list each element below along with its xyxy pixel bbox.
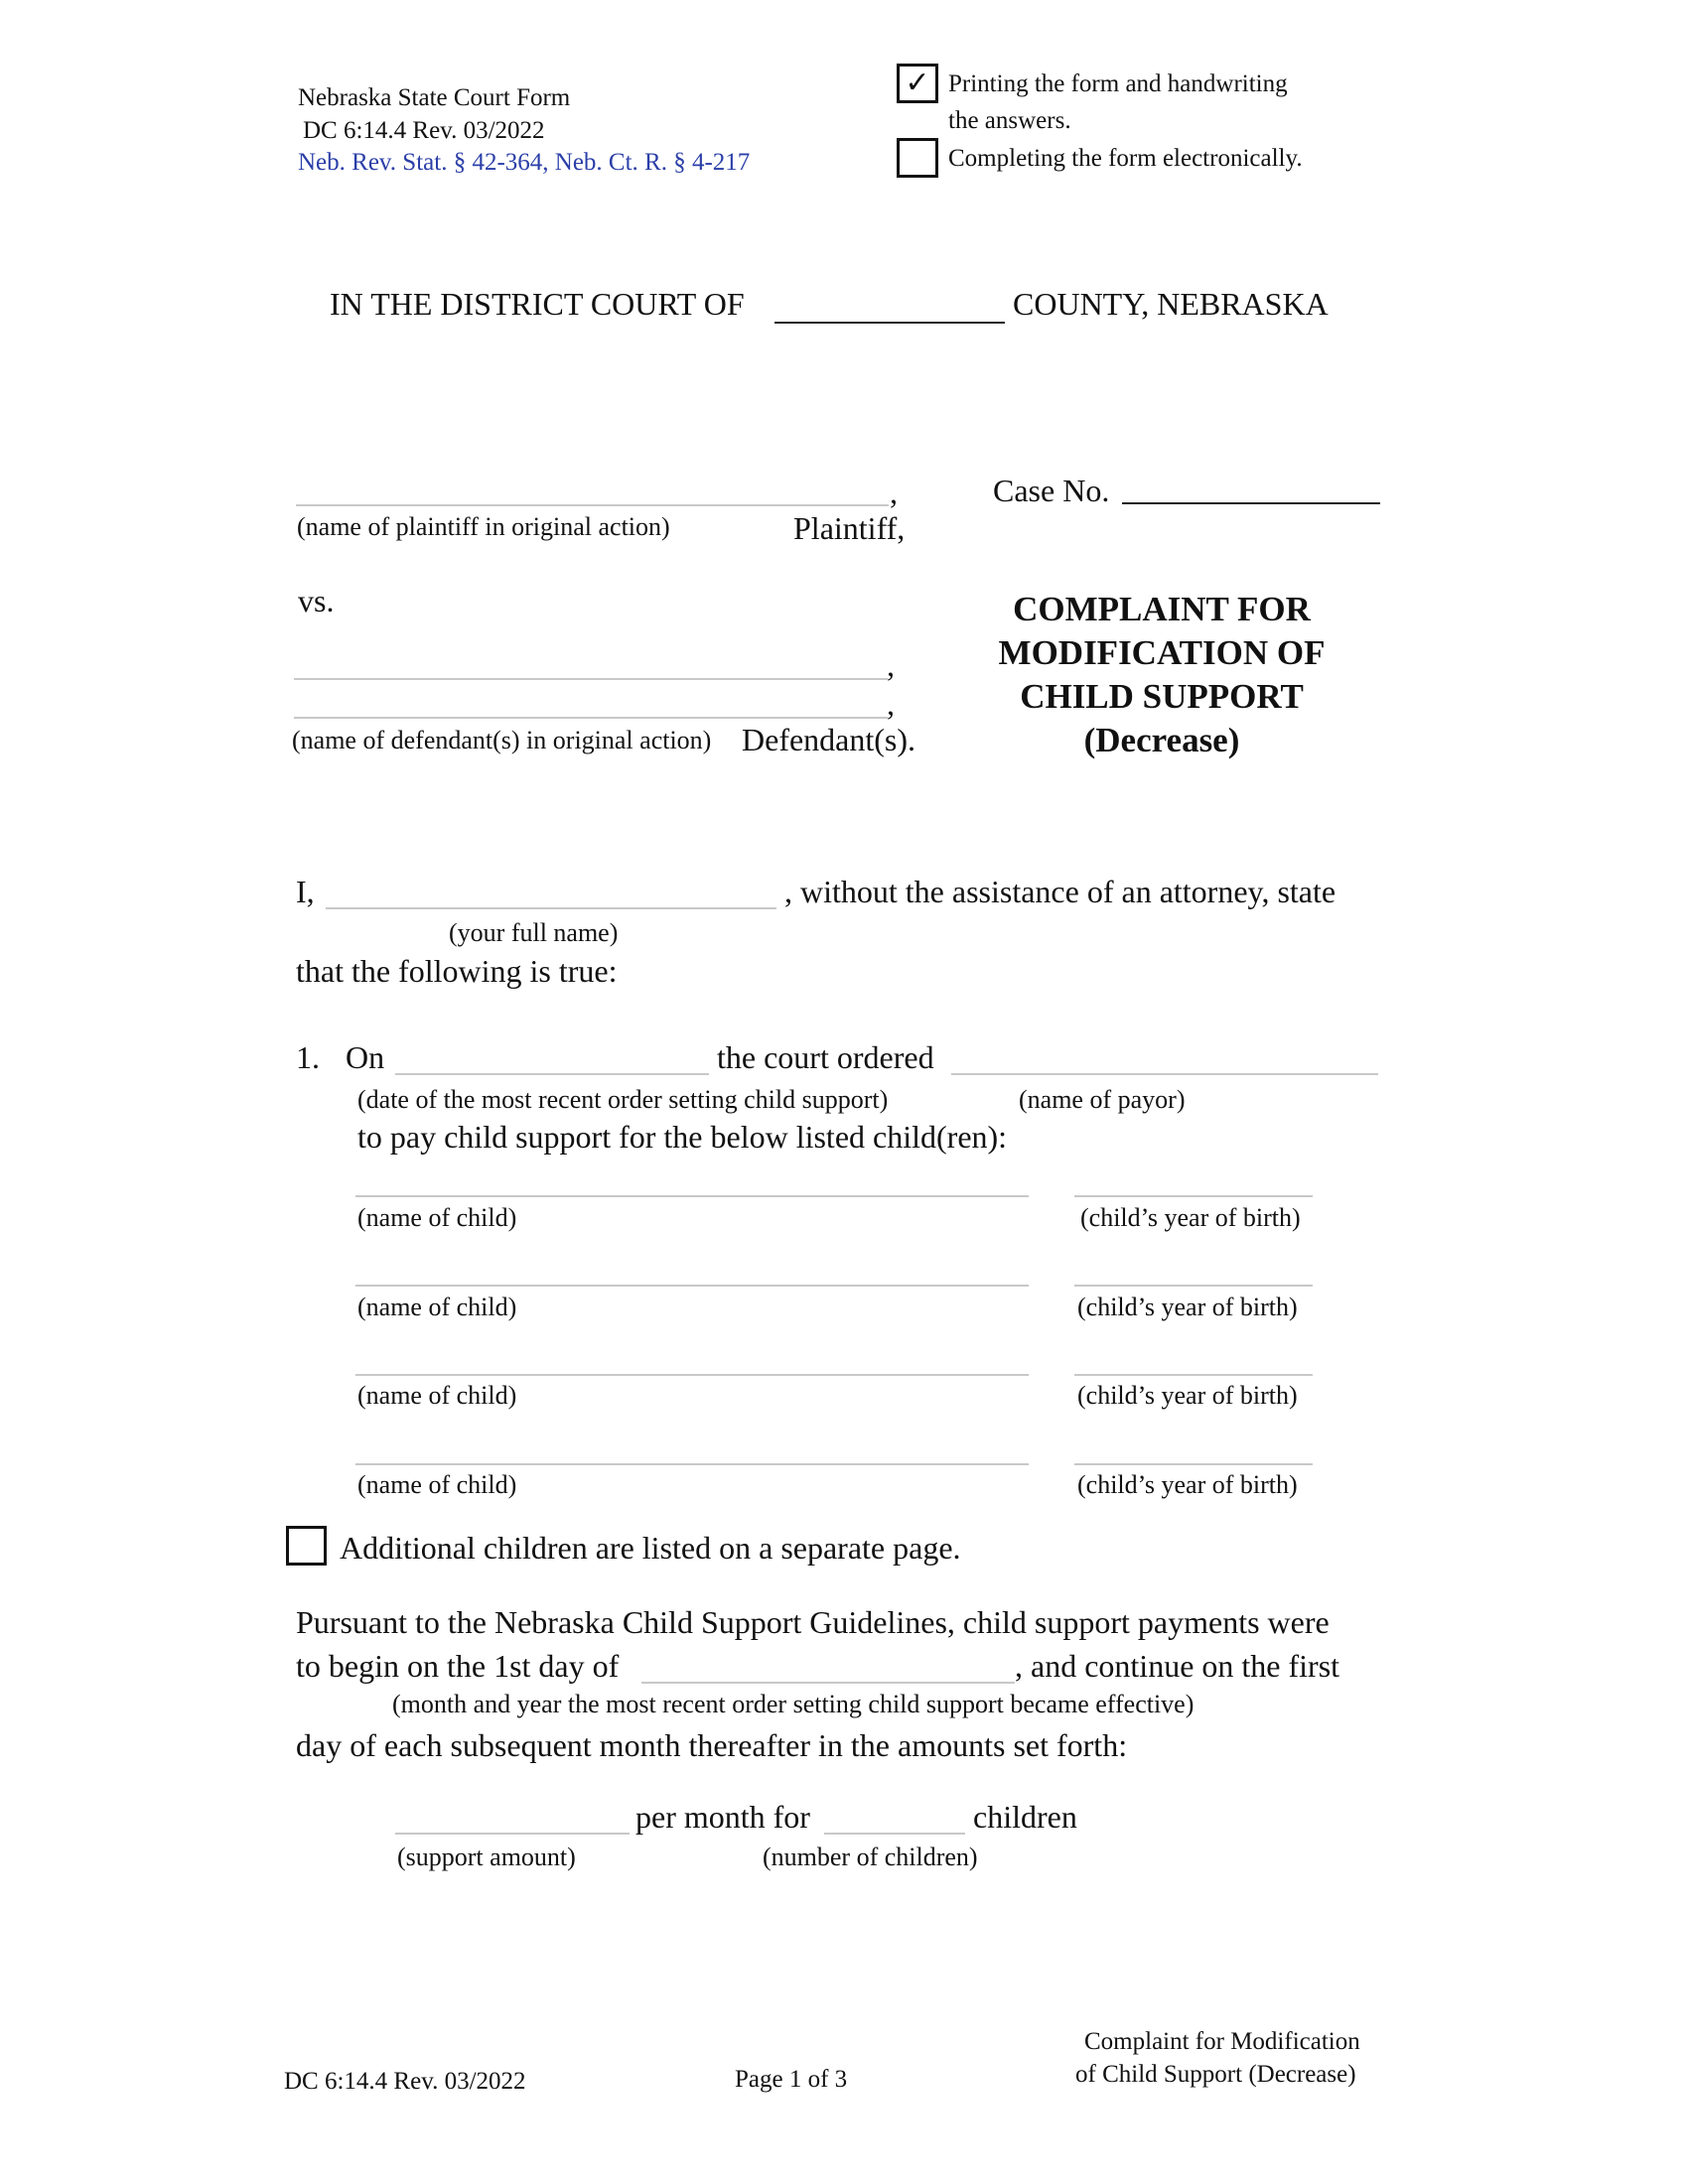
order-date-field[interactable] <box>395 1073 709 1075</box>
document-title <box>953 588 1370 762</box>
court-suffix: COUNTY, NEBRASKA <box>1013 286 1329 322</box>
footer-form-revision: DC 6:14.4 Rev. 03/2022 <box>284 2068 526 2095</box>
additional-children-checkbox[interactable] <box>286 1526 327 1566</box>
defendant-label: Defendant(s). <box>742 722 916 757</box>
children-label: children <box>973 1799 1077 1835</box>
support-amount-field[interactable] <box>395 1833 630 1835</box>
plaintiff-label: Plaintiff, <box>793 510 906 546</box>
defendant-2-name-field[interactable] <box>294 717 888 719</box>
child-2-year-field[interactable] <box>1074 1285 1313 1287</box>
child-4-year-field[interactable] <box>1074 1463 1313 1465</box>
order-date-hint: (date of the most recent order setting child support) <box>357 1085 889 1114</box>
child-2-name-hint: (name of child) <box>357 1293 517 1321</box>
plaintiff-name-field[interactable] <box>296 504 889 506</box>
electronic-checkbox[interactable] <box>897 138 938 178</box>
item-1-court-ordered: the court ordered <box>717 1039 934 1075</box>
number-of-children-field[interactable] <box>824 1833 965 1835</box>
defendant-hint: (name of defendant(s) in original action) <box>292 726 712 754</box>
title-line-1: COMPLAINT FOR <box>1013 590 1311 628</box>
item-1-number: 1. <box>296 1039 320 1075</box>
payor-hint: (name of payor) <box>1019 1085 1186 1114</box>
plaintiff-comma: , <box>890 475 898 510</box>
number-of-children-hint: (number of children) <box>763 1843 978 1871</box>
child-4-year-hint: (child’s year of birth) <box>1077 1470 1298 1499</box>
intro-line-2: that the following is true: <box>296 953 618 989</box>
title-line-3: CHILD SUPPORT <box>1020 677 1304 716</box>
full-name-field[interactable] <box>326 907 776 909</box>
child-3-year-field[interactable] <box>1074 1374 1313 1376</box>
footer-page-number: Page 1 of 3 <box>735 2066 848 2093</box>
form-revision: DC 6:14.4 Rev. 03/2022 <box>303 117 545 144</box>
printing-option-label-cont: the answers. <box>948 107 1071 134</box>
item-1-pay-text: to pay child support for the below listed child(ren): <box>357 1119 1008 1155</box>
defendant-1-comma: , <box>887 647 895 683</box>
statute-reference: Neb. Rev. Stat. § 42-364, Neb. Ct. R. § 4-217 <box>298 149 751 176</box>
title-line-4: (Decrease) <box>1083 721 1240 759</box>
versus-label: vs. <box>298 583 335 618</box>
guidelines-line-3: day of each subsequent month thereafter in the amounts set forth: <box>296 1727 1128 1763</box>
per-month-for-label: per month for <box>635 1799 810 1835</box>
child-2-year-hint: (child’s year of birth) <box>1077 1293 1298 1321</box>
defendant-1-name-field[interactable] <box>294 678 888 680</box>
electronic-option-label: Completing the form electronically. <box>948 145 1303 172</box>
intro-i: I, <box>296 874 315 909</box>
child-1-year-hint: (child’s year of birth) <box>1080 1203 1301 1232</box>
child-4-name-field[interactable] <box>355 1463 1029 1465</box>
plaintiff-hint: (name of plaintiff in original action) <box>297 512 670 541</box>
printing-checkbox[interactable]: ✓ <box>897 64 938 103</box>
case-no-label: Case No. <box>993 473 1110 508</box>
court-prefix: IN THE DISTRICT COURT OF <box>330 286 745 322</box>
footer-title-line-2: of Child Support (Decrease) <box>1075 2061 1356 2088</box>
support-amount-hint: (support amount) <box>397 1843 576 1871</box>
guidelines-line-2b: , and continue on the first <box>1015 1648 1340 1684</box>
additional-children-label: Additional children are listed on a separate page. <box>340 1530 961 1566</box>
title-line-2: MODIFICATION OF <box>998 633 1326 672</box>
child-4-name-hint: (name of child) <box>357 1470 517 1499</box>
printing-option-label: Printing the form and handwriting <box>948 70 1288 97</box>
child-3-year-hint: (child’s year of birth) <box>1077 1381 1298 1410</box>
county-field[interactable] <box>774 322 1005 324</box>
form-name: Nebraska State Court Form <box>298 84 571 111</box>
intro-statement: , without the assistance of an attorney, state <box>784 874 1336 909</box>
item-1-on: On <box>346 1039 385 1075</box>
child-1-name-hint: (name of child) <box>357 1203 517 1232</box>
footer-title-line-1: Complaint for Modification <box>1084 2028 1360 2055</box>
effective-month-field[interactable] <box>641 1682 1015 1684</box>
effective-month-hint: (month and year the most recent order setting child support became effective) <box>392 1690 1195 1718</box>
guidelines-line-2a: to begin on the 1st day of <box>296 1648 620 1684</box>
child-1-year-field[interactable] <box>1074 1195 1313 1197</box>
defendant-2-comma: , <box>887 686 895 722</box>
guidelines-line-1: Pursuant to the Nebraska Child Support Guidelines, child support payments were <box>296 1604 1330 1640</box>
child-3-name-hint: (name of child) <box>357 1381 517 1410</box>
case-number-field[interactable] <box>1122 502 1380 504</box>
child-3-name-field[interactable] <box>355 1374 1029 1376</box>
payor-name-field[interactable] <box>951 1073 1378 1075</box>
full-name-hint: (your full name) <box>449 918 619 947</box>
child-2-name-field[interactable] <box>355 1285 1029 1287</box>
child-1-name-field[interactable] <box>355 1195 1029 1197</box>
